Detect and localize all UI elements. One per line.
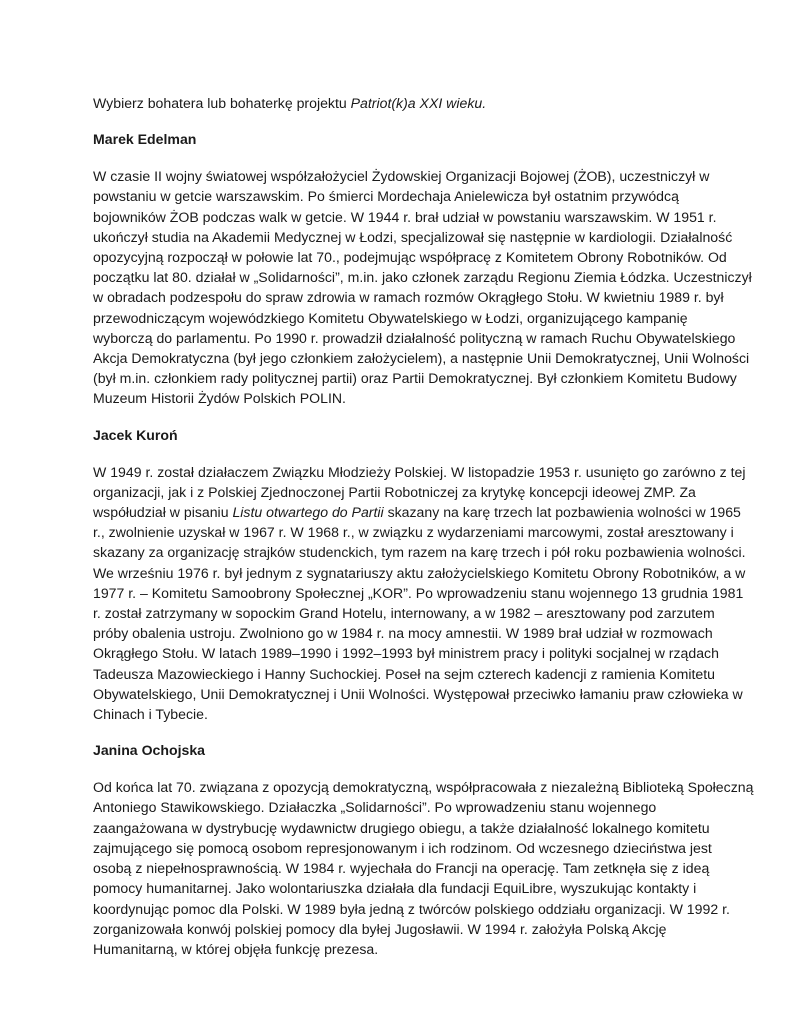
text-segment: przewodniczącym wojewódzkiego Komitetu Obywatelskiego w Łodzi, organizującego kampanię [93, 309, 688, 326]
text-line [93, 797, 711, 817]
text-line [93, 482, 711, 502]
text-line [93, 878, 711, 898]
text-segment: Tadeusza Mazowieckiego i Hanny Suchockiej. Poseł na sejm czterech kadencji z ramienia Komitetu [93, 665, 715, 682]
text-segment: w obradach podzespołu do spraw zdrowia w ramach rozmów Okrągłego Stołu. W kwietniu 1989 r. był [93, 289, 724, 306]
project-name: Patriot(k)a XXI wieku. [350, 95, 487, 111]
text-line [93, 777, 754, 797]
text-segment: ukończył studia na Akademii Medycznej w Łodzi, specjalizował się następnie w kardiologii. Działalność [93, 228, 733, 245]
text-line [93, 704, 711, 724]
text-line [93, 939, 711, 959]
text-segment: wyborczą do parlamentu. Po 1990 r. prowadził działalność polityczną w ramach Ruchu Obywatelskiego [93, 329, 736, 346]
text-segment: początku lat 80. działał w „Solidarności”, m.in. jako członek zarządu Regionu Ziemia Łódzka. Uczestniczył [93, 269, 752, 286]
text-line [93, 664, 715, 684]
text-line [93, 603, 715, 623]
text-segment: r., zwolnienie uzyskał w 1967 r. W 1968 r., w związku z wydarzeniami marcowymi, został aresztowany i [93, 524, 734, 541]
text-segment: powstaniu w getcie warszawskim. Po śmierci Mordechaja Anielewicza był ostatnim przywódcą [93, 188, 679, 205]
text-line [93, 684, 743, 704]
text-line [93, 623, 711, 643]
text-segment: Okrągłego Stołu. W latach 1989–1990 i 1992–1993 był ministrem pracy i polityki socjalnej w rządach [93, 645, 719, 662]
text-line [93, 267, 752, 287]
text-line [93, 186, 711, 206]
text-line [93, 247, 727, 267]
text-segment: W czasie II wojny światowej współzałożyciel Żydowskiej Organizacji Bojowej (ŻOB), uczestniczył w [93, 168, 710, 185]
text-line [93, 818, 711, 838]
text-segment: opozycyjną rozpoczął w połowie lat 70., podejmując współpracę z Komitetem Obrony Robotników. Od [93, 249, 727, 266]
biographies [93, 129, 754, 959]
text-segment: skazany na karę trzech lat pozbawienia wolności w 1965 [383, 504, 741, 521]
text-segment: koordynując pomoc dla Polski. W 1989 była jedną z twórców polskiego oddziału organizacji. W 1992 r. [93, 900, 730, 917]
text-line [93, 899, 730, 919]
text-line [93, 328, 736, 348]
text-segment: zaangażowana w dystrybucję wydawnictw drugiego obiegu, a także działalność lokalnego komitetu [93, 819, 710, 836]
text-segment: organizacji, jak i z Polskiej Zjednoczonej Partii Robotniczej za krytykę koncepcji ideowej ZMP. Za [93, 483, 696, 500]
text-line [93, 502, 741, 522]
text-segment: zajmującego się pomocą osobom represjonowanym i ich rodzinom. Od wczesnego dzieciństwa jest [93, 839, 712, 856]
text-segment: próby obalenia ustroju. Zwolniono go w 1984 r. na mocy amnestii. W 1989 brał udział w rozmowach [93, 625, 713, 642]
text-segment: W 1949 r. został działaczem Związku Młodzieży Polskiej. W listopadzie 1953 r. usunięto go zarówno z tej [93, 463, 746, 480]
text-segment: r. został zatrzymany w sopockim Grand Hotelu, internowany, a w 1982 – aresztowany pod zarzutem [93, 605, 715, 622]
section-heading: Janina Ochojska [93, 742, 206, 759]
text-segment: Chinach i Tybecie. [93, 706, 208, 723]
text-line [93, 583, 744, 603]
text-line [93, 207, 717, 227]
text-segment: współudział w pisaniu [93, 504, 233, 521]
text-line [93, 287, 724, 307]
italic-title: Listu otwartego do Partii [232, 504, 384, 521]
text-line [93, 166, 711, 186]
text-segment: Obywatelskiego, Unii Demokratycznej i Unii Wolności. Występował przeciwko łamaniu praw człowieka w [93, 685, 743, 702]
text-segment: skazany za organizację strajków studenckich, tym razem na karę trzech i pół roku pozbawienia wolności. [93, 544, 746, 561]
text-segment: (był m.in. członkiem rady politycznej partii) oraz Partii Demokratycznej. Był członkiem Komitetu Budowy [93, 370, 737, 387]
text-segment: Antoniego Stawikowskiego. Działaczka „Solidarności”. Po wprowadzeniu stanu wojennego [93, 799, 657, 816]
text-line [93, 542, 746, 562]
biography-paragraph [93, 777, 754, 959]
text-line [93, 348, 750, 368]
biography-paragraph [93, 462, 746, 725]
text-segment: We wrześniu 1976 r. był jednym z sygnatariuszy aktu założycielskiego Komitetu Obrony Robotników, a w [93, 564, 746, 581]
text-segment: 1977 r. – Komitetu Samoobrony Społecznej „KOR”. Po wprowadzeniu stanu wojennego 13 grudnia 1981 [93, 584, 744, 601]
text-segment: bojowników ŻOB podczas walk w getcie. W 1944 r. brał udział w powstaniu warszawskim. W 1951 r. [93, 208, 717, 225]
text-line [93, 308, 711, 328]
intro-paragraph [93, 93, 711, 113]
text-line [93, 643, 719, 663]
text-line [93, 838, 711, 858]
section-heading: Marek Edelman [93, 131, 197, 148]
biography-paragraph [93, 166, 752, 408]
text-line [93, 522, 734, 542]
text-line [93, 227, 733, 247]
text-line [93, 858, 711, 878]
intro-text: Wybierz bohatera lub bohaterkę projektu [93, 95, 351, 111]
text-segment: Muzeum Historii Żydów Polskich POLIN. [93, 390, 346, 407]
text-segment: Od końca lat 70. związana z opozycją demokratyczną, współpracowała z niezależną Biblioteką Społeczną [93, 779, 754, 796]
text-segment: zorganizowała konwój polskiej pomocy dla byłej Jugosławii. W 1994 r. założyła Polską Akcję [93, 920, 667, 937]
section-heading: Jacek Kuroń [93, 426, 178, 443]
text-segment: osobą z niepełnosprawnością. W 1984 r. wyjechała do Francji na operację. Tam zetknęła się z ideą [93, 860, 710, 877]
text-line [93, 919, 711, 939]
text-segment: Akcja Demokratyczna (był jego członkiem założycielem), a następnie Unii Demokratycznej, Unii Wolności [93, 350, 750, 367]
text-line [93, 368, 737, 388]
text-segment: Humanitarną, w której objęła funkcję prezesa. [93, 940, 379, 957]
text-line [93, 462, 746, 482]
text-segment: pomocy humanitarnej. Jako wolontariuszka działała dla fundacji EquiLibre, wyszukując kontakty i [93, 880, 697, 897]
text-line [93, 388, 711, 408]
text-line [93, 563, 746, 583]
